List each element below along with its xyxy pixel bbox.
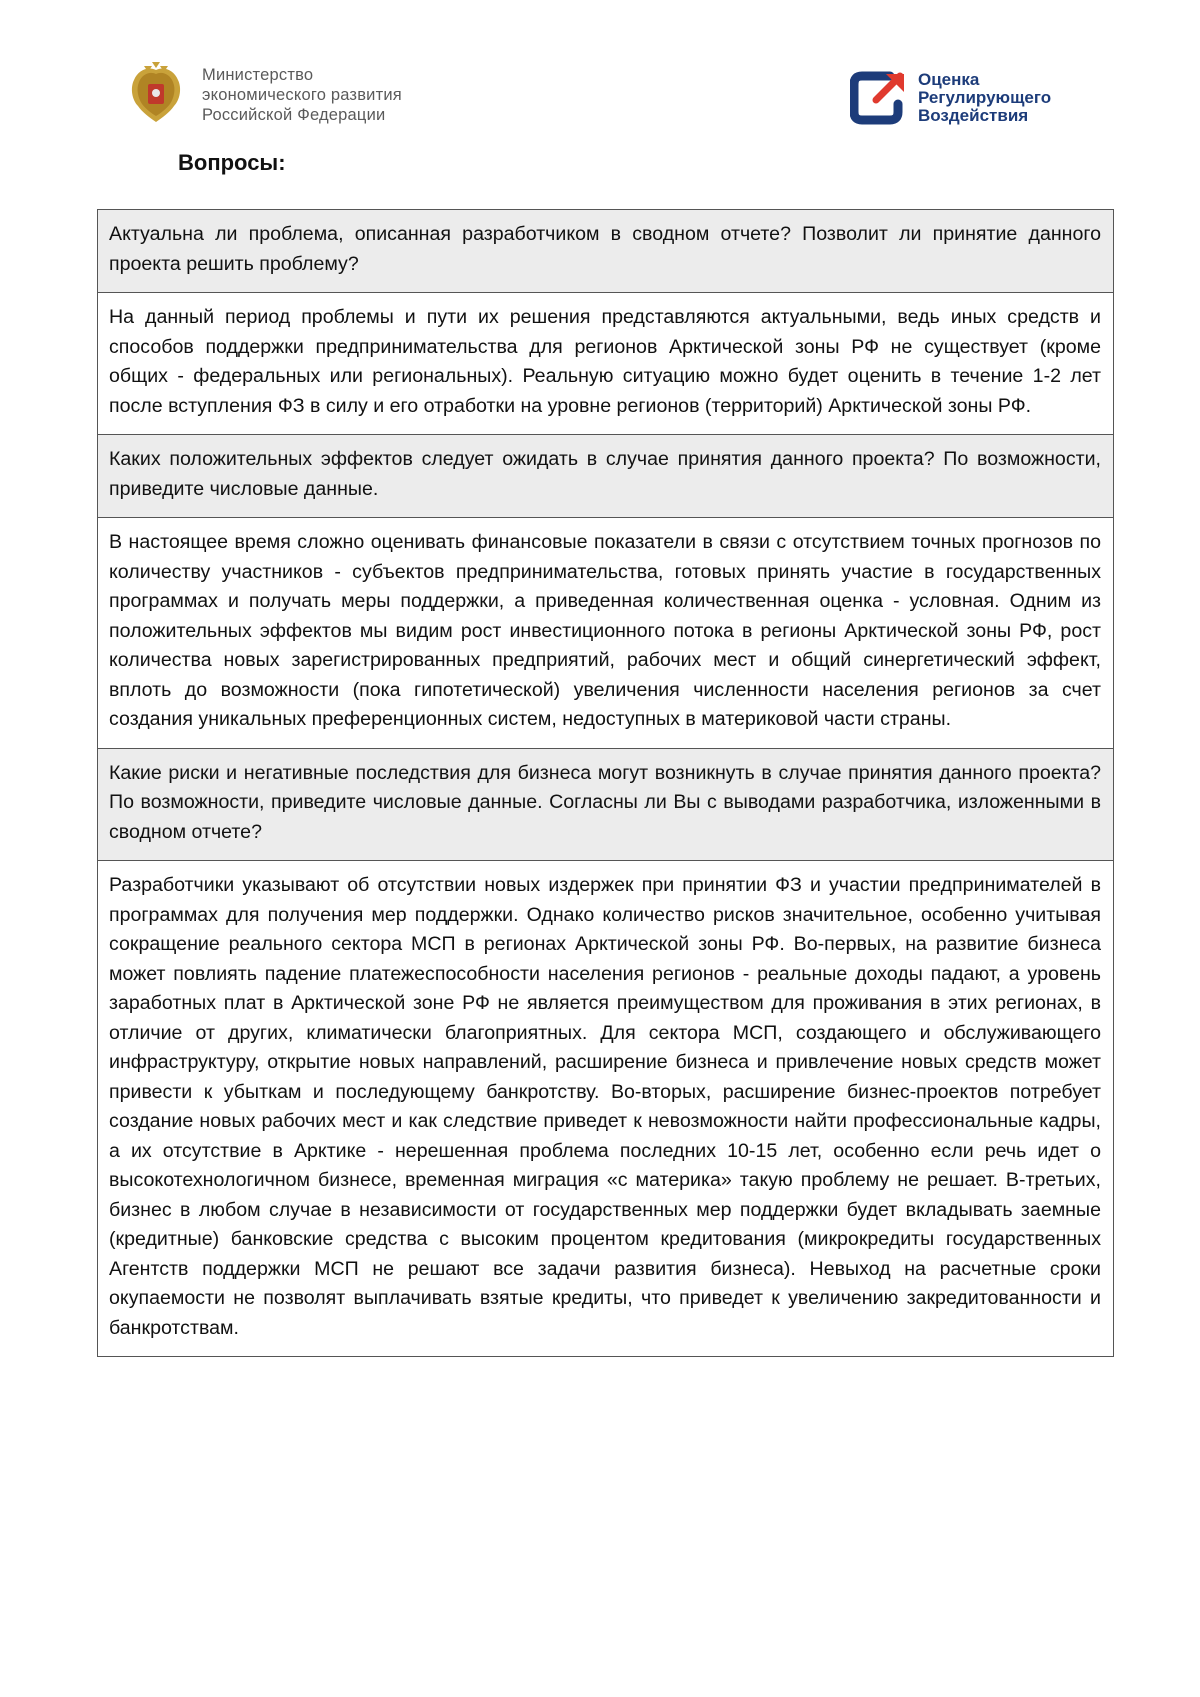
ministry-name bbox=[202, 65, 402, 125]
answer-cell-1: На данный период проблемы и пути их решения представляются актуальными, ведь иных средств и способов поддержки предпринимательства для регионов Арктической зоны РФ не существует (кроме общих - федеральных или региональных). Реальную ситуацию можно будет оценить в течение 1-2 лет после вступления ФЗ в силу и его отработки на уровне регионов (территорий) Арктической зоны РФ. bbox=[98, 293, 1114, 435]
coat-of-arms-icon bbox=[124, 62, 188, 128]
answer-row bbox=[98, 518, 1114, 749]
ministry-line-3: Российской Федерации bbox=[202, 106, 386, 124]
ministry-line-1: Министерство bbox=[202, 66, 314, 84]
ora-line-3: Воздействия bbox=[918, 106, 1029, 125]
ministry-logo-block bbox=[124, 62, 402, 128]
question-row bbox=[98, 748, 1114, 861]
page-header bbox=[0, 0, 1200, 150]
question-cell-2: Каких положительных эффектов следует ожидать в случае принятия данного проекта? По возможности, приведите числовые данные. bbox=[98, 435, 1114, 518]
ora-line-2: Регулирующего bbox=[918, 88, 1052, 107]
ministry-line-2: экономического развития bbox=[202, 86, 402, 104]
answer-cell-2: В настоящее время сложно оценивать финансовые показатели в связи с отсутствием точных прогнозов по количеству участников - субъектов предпринимательства, готовых принять участие в государственных программах и получать меры поддержки, а приведенная количественная оценка - условная. Одним из положительных эффектов мы видим рост инвестиционного потока в регионы Арктической зоны РФ, рост количества новых зарегистрированных предприятий, рабочих мест и общий синергетический эффект, вплоть до возможности (пока гипотетической) увеличения численности населения регионов за счет создания уникальных преференционных систем, недоступных в материковой части страны. bbox=[98, 518, 1114, 749]
ora-logo-icon bbox=[850, 70, 908, 126]
ora-logo-block bbox=[850, 70, 1051, 126]
section-title: Вопросы: bbox=[178, 150, 286, 175]
answer-row bbox=[98, 861, 1114, 1357]
question-row bbox=[98, 210, 1114, 293]
question-cell-1: Актуальна ли проблема, описанная разработчиком в сводном отчете? Позволит ли принятие данного проекта решить проблему? bbox=[98, 210, 1114, 293]
ora-line-1: Оценка bbox=[918, 70, 980, 89]
questions-table bbox=[97, 209, 1114, 1357]
answer-cell-3: Разработчики указывают об отсутствии новых издержек при принятии ФЗ и участии предпринимателей в программах для получения мер поддержки. Однако количество рисков значительное, особенно учитывая сокращение реального сектора МСП в регионах Арктической зоны РФ. Во-первых, на развитие бизнеса может повлиять падение платежеспособности населения регионов - реальные доходы падают, а уровень заработных плат в Арктической зоне РФ не является преимуществом для проживания в этих регионах, в отличие от других, климатически благоприятных. Для сектора МСП, создающего и обслуживающего инфраструктуру, открытие новых направлений, расширение бизнеса и привлечение новых средств может привести к убыткам и последующему банкротству. Во-вторых, расширение бизнес-проектов потребует создание новых рабочих мест и как следствие приведет к невозможности найти профессиональные кадры, а их отсутствие в Арктике - нерешенная проблема последних 10-15 лет, особенно если речь идет о высокотехнологичном бизнесе, временная миграция «с материка» такую проблему не решает. В-третьих, бизнес в любом случае в независимости от государственных мер поддержки будет вкладывать заемные (кредитные) банковские средства с высоким процентом кредитования (микрокредиты государственных Агентств поддержки МСП не решают все задачи развития бизнеса). Невыход на расчетные сроки окупаемости не позволят выплачивать взятые кредиты, что приведет к увеличению закредитованности и банкротствам. bbox=[98, 861, 1114, 1357]
ora-name bbox=[918, 71, 1051, 125]
question-row bbox=[98, 435, 1114, 518]
question-cell-3: Какие риски и негативные последствия для бизнеса могут возникнуть в случае принятия данного проекта? По возможности, приведите числовые данные. Согласны ли Вы с выводами разработчика, изложенными в сводном отчете? bbox=[98, 748, 1114, 861]
answer-row bbox=[98, 293, 1114, 435]
